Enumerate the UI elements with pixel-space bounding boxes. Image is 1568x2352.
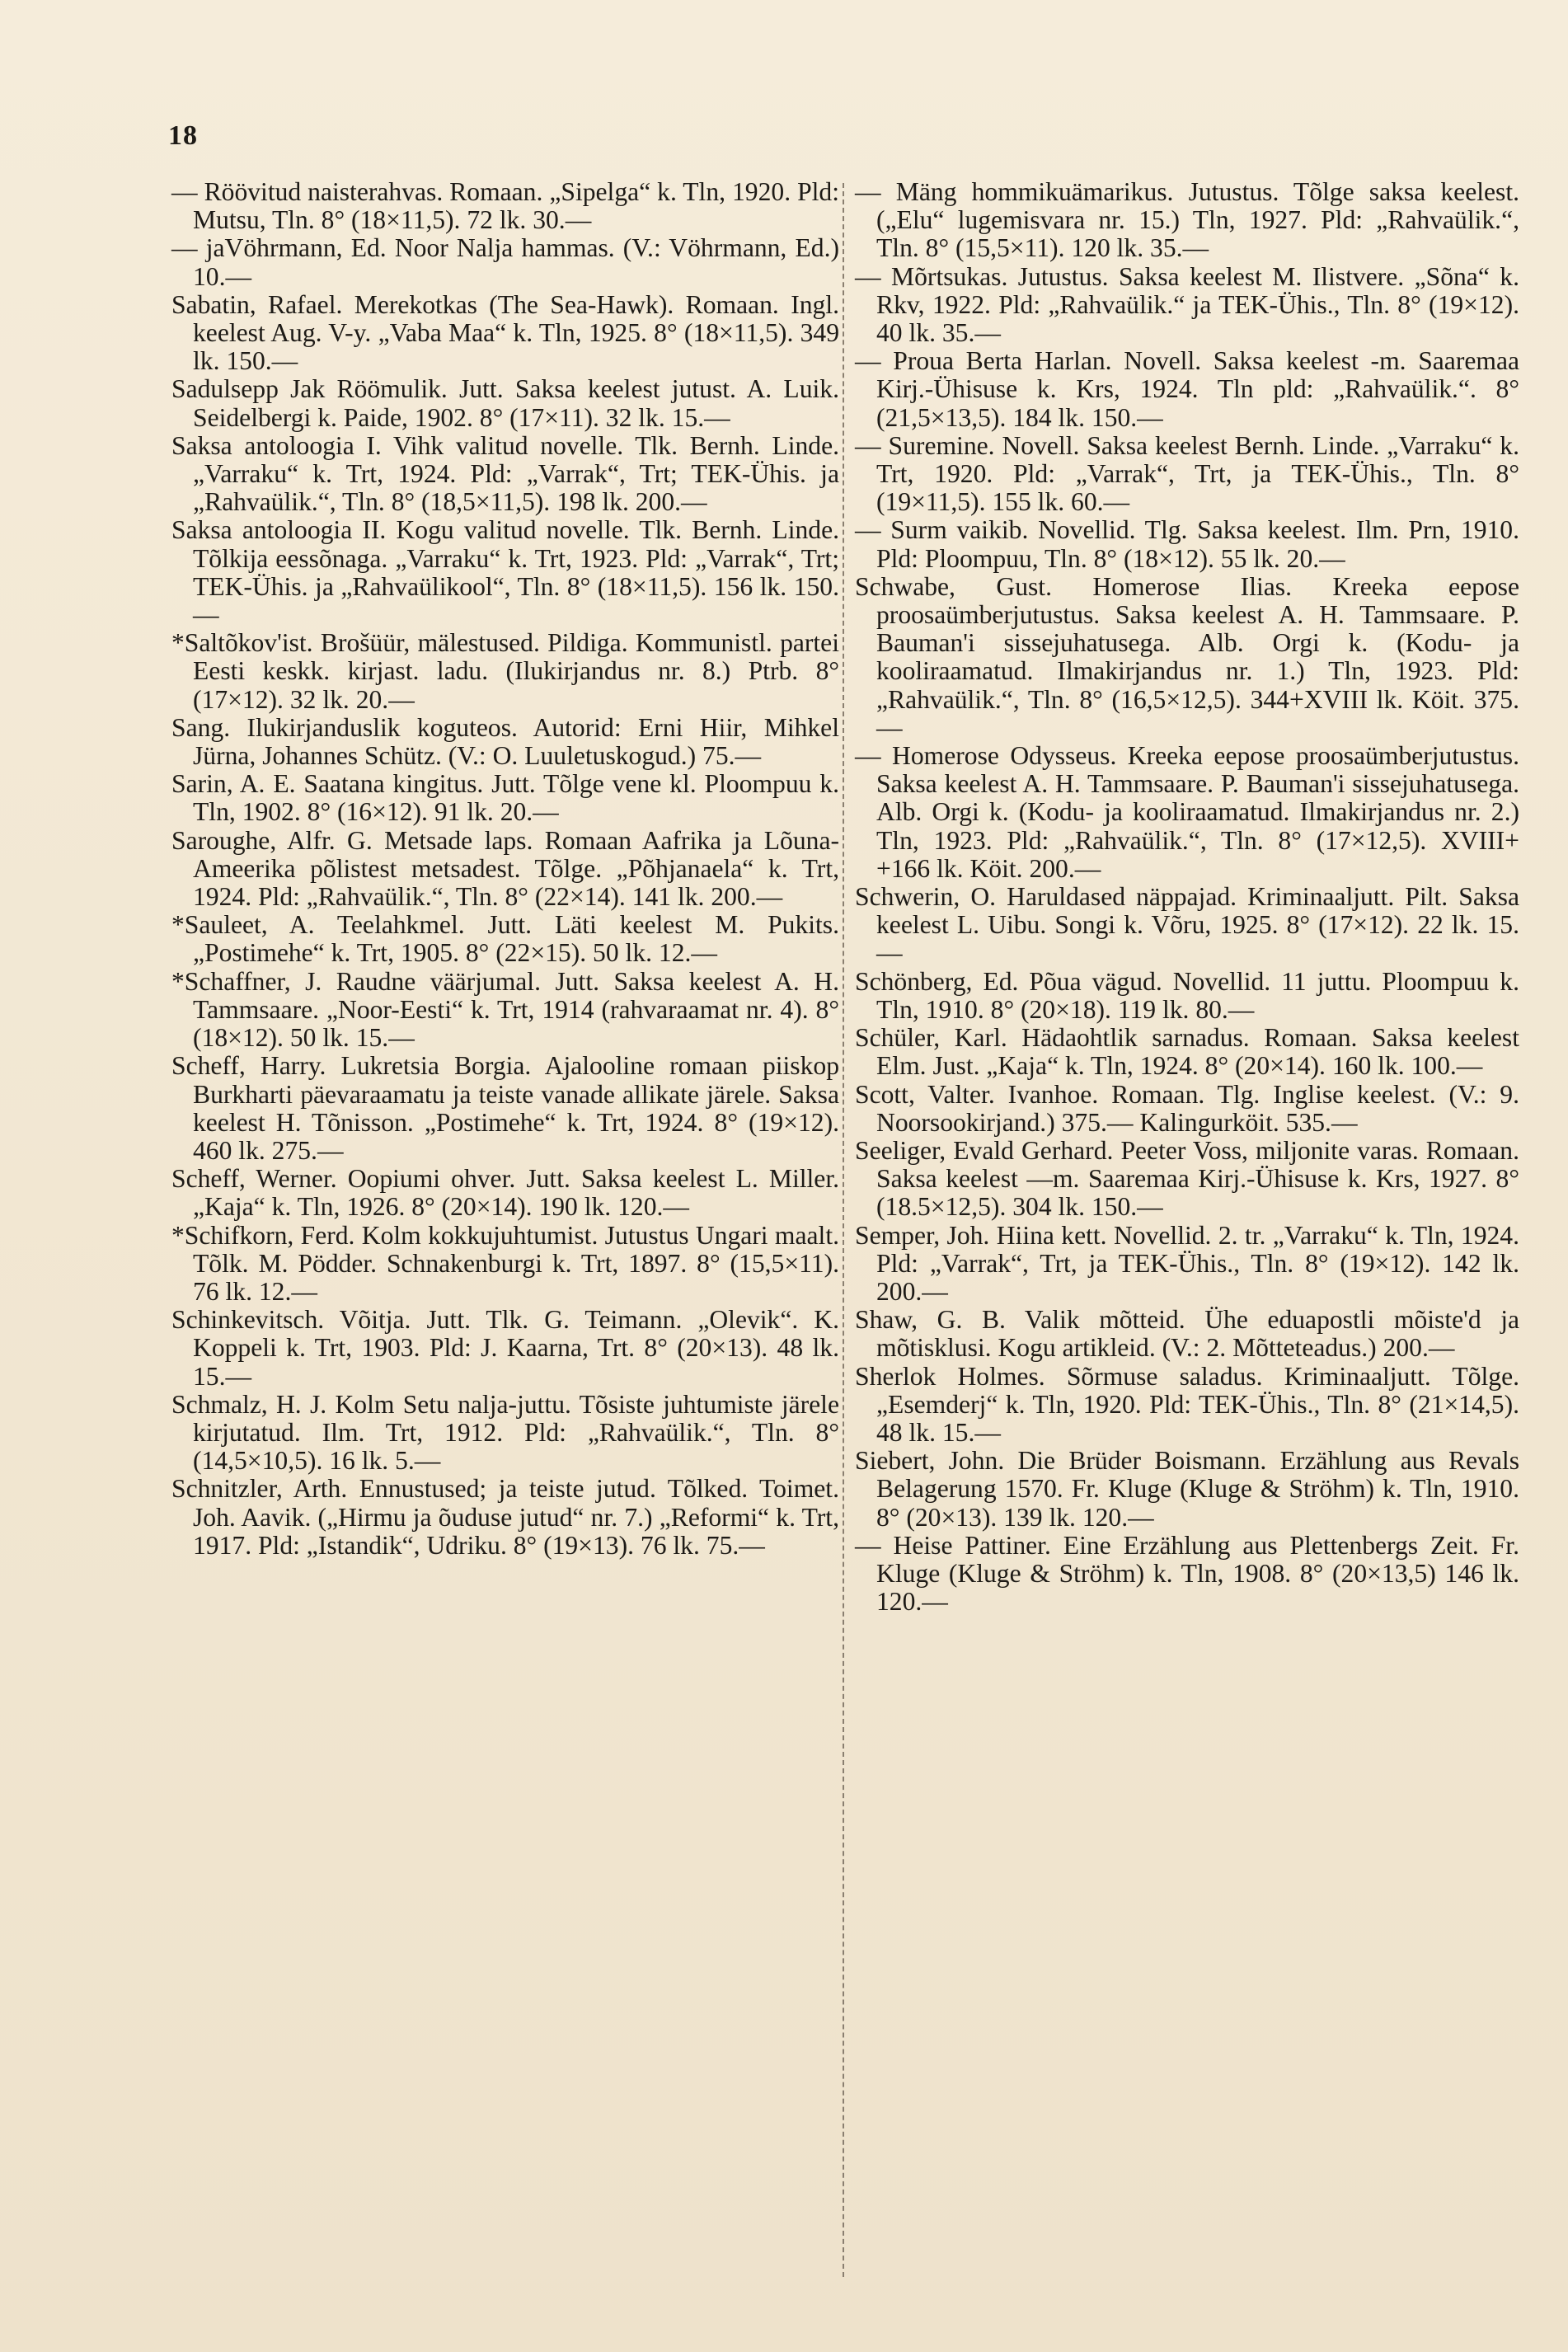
catalog-entry: Schmalz, H. J. Kolm Setu nalja-juttu. Tõsiste juhtumiste järele kirjutatud. Ilm. Trt, 1912. Pld: „Rahvaülik.“, Tln. 8° (14,5×10,5). 16 lk. 5.— — [171, 1389, 839, 1476]
catalog-entry: Siebert, John. Die Brüder Boismann. Erzählung aus Revals Belagerung 1570. Fr. Kluge (Kluge & Ströhm) k. Tln, 1910. 8° (20×13). 139 lk. 120.— — [855, 1446, 1519, 1532]
catalog-entry: — Röövitud naisterahvas. Romaan. „Sipelga“ k. Tln, 1920. Pld: Mutsu, Tln. 8° (18×11,5). 72 lk. 30.— — [171, 177, 839, 235]
catalog-entry: Sadulsepp Jak Röömulik. Jutt. Saksa keelest jutust. A. Luik. Seidelbergi k. Paide, 1902. 8° (17×11). 32 lk. 15.— — [171, 374, 839, 432]
catalog-entry: — Mõrtsukas. Jutustus. Saksa keelest M. Ilistvere. „Sõna“ k. Rkv, 1922. Pld: „Rahvaülik.“ ja TEK-Ühis., Tln. 8° (19×12). 40 lk. 35.— — [855, 261, 1519, 348]
catalog-entry: — Heise Pattiner. Eine Erzählung aus Plettenbergs Zeit. Fr. Kluge (Kluge & Ströhm) k. Tln, 1908. 8° (20×13,5) 146 lk. 120.— — [855, 1530, 1519, 1617]
catalog-entry: — Mäng hommikuämarikus. Jutustus. Tõlge saksa keelest. („Elu“ lugemisvara nr. 15.) Tln, 1927. Pld: „Rahvaülik.“, Tln. 8° (15,5×11). 120 lk. 35.— — [855, 177, 1519, 263]
catalog-entry: Schönberg, Ed. Põua vägud. Novellid. 11 juttu. Ploompuu k. Tln, 1910. 8° (20×18). 119 lk. 80.— — [855, 966, 1519, 1024]
catalog-entry: Schwabe, Gust. Homerose Ilias. Kreeka eepose proosaümberjutustus. Saksa keelest A. H. Tammsaare. P. Bauman'i sissejuhatusega. Alb. Orgi k. (Kodu- ja kooliraamatud. Ilmakirjandus nr. 1.) Tln, 1923. Pld: „Rahvaülik.“, Tln. 8° (16,5×12,5). 344+XVIII lk. Köit. 375.— — [855, 571, 1519, 742]
catalog-entry: Scott, Valter. Ivanhoe. Romaan. Tlg. Inglise keelest. (V.: 9. Noorsookirjand.) 375.— Kalingurköit. 535.— — [855, 1079, 1519, 1137]
catalog-entry: Sherlok Holmes. Sõrmuse saladus. Kriminaaljutt. Tõlge. „Esemderj“ k. Tln, 1920. Pld: TEK-Ühis., Tln. 8° (21×14,5). 48 lk. 15.— — [855, 1361, 1519, 1447]
right-column — [855, 178, 1519, 1616]
column-divider — [843, 183, 844, 2277]
catalog-entry: *Saltõkov'ist. Brošüür, mälestused. Pildiga. Kommunistl. partei Eesti keskk. kirjast. ladu. (Ilukirjandus nr. 8.) Ptrb. 8° (17×12). 32 lk. 20.— — [171, 628, 839, 714]
catalog-entry: Sang. Ilukirjanduslik koguteos. Autorid: Erni Hiir, Mihkel Jürna, Johannes Schütz. (V.: O. Luuletuskogud.) 75.— — [171, 712, 839, 771]
catalog-entry: Scheff, Harry. Lukretsia Borgia. Ajalooline romaan piiskop Burkharti päevaraamatu ja teiste vanade allikate järele. Saksa keelest H. Tõnisson. „Postimehe“ k. Trt, 1924. 8° (19×12). 460 lk. 275.— — [171, 1051, 839, 1165]
catalog-entry: Semper, Joh. Hiina kett. Novellid. 2. tr. „Varraku“ k. Tln, 1924. Pld: „Varrak“, Trt, ja TEK-Ühis., Tln. 8° (19×12). 142 lk. 200.— — [855, 1220, 1519, 1306]
catalog-entry: Schnitzler, Arth. Ennustused; ja teiste jutud. Tõlked. Toimet. Joh. Aavik. („Hirmu ja õuduse jutud“ nr. 7.) „Reformi“ k. Trt, 1917. Pld: „Istandik“, Udriku. 8° (19×13). 76 lk. 75.— — [171, 1474, 839, 1560]
catalog-entry: Scheff, Werner. Oopiumi ohver. Jutt. Saksa keelest L. Miller. „Kaja“ k. Tln, 1926. 8° (20×14). 190 lk. 120.— — [171, 1164, 839, 1222]
page-number: 18 — [168, 120, 198, 151]
catalog-entry: — Homerose Odysseus. Kreeka eepose proosaümberjutustus. Saksa keelest A. H. Tammsaare. P. Bauman'i sissejuhatusega. Alb. Orgi k. (Kodu- ja kooliraamatud. Ilmakirjandus nr. 2.) Tln, 1923. Pld: „Rahvaülik.“, Tln. 8° (17×12,5). XVIII+ +166 lk. Köit. 200.— — [855, 741, 1519, 883]
catalog-entry: — Proua Berta Harlan. Novell. Saksa keelest -m. Saaremaa Kirj.-Ühisuse k. Krs, 1924. Tln pld: „Rahvaülik.“. 8° (21,5×13,5). 184 lk. 150.— — [855, 346, 1519, 432]
left-column — [171, 178, 839, 1560]
catalog-entry: Sarin, A. E. Saatana kingitus. Jutt. Tõlge vene kl. Ploompuu k. Tln, 1902. 8° (16×12). 91 lk. 20.— — [171, 769, 839, 827]
catalog-entry: *Sauleet, A. Teelahkmel. Jutt. Läti keelest M. Pukits. „Postimehe“ k. Trt, 1905. 8° (22×15). 50 lk. 12.— — [171, 910, 839, 968]
catalog-entry: Saksa antoloogia I. Vihk valitud novelle. Tlk. Bernh. Linde. „Varraku“ k. Trt, 1924. Pld: „Varrak“, Trt; TEK-Ühis. ja „Rahvaülik.“, Tln. 8° (18,5×11,5). 198 lk. 200.— — [171, 430, 839, 517]
catalog-entry: — Suremine. Novell. Saksa keelest Bernh. Linde. „Varraku“ k. Trt, 1920. Pld: „Varrak“, Trt, ja TEK-Ühis., Tln. 8° (19×11,5). 155 lk. 60.— — [855, 430, 1519, 517]
catalog-entry: — jaVöhrmann, Ed. Noor Nalja hammas. (V.: Vöhrmann, Ed.) 10.— — [171, 233, 839, 291]
catalog-entry: Schinkevitsch. Võitja. Jutt. Tlk. G. Teimann. „Olevik“. K. Koppeli k. Trt, 1903. Pld: J. Kaarna, Trt. 8° (20×13). 48 lk. 15.— — [171, 1305, 839, 1391]
catalog-entry: Shaw, G. B. Valik mõtteid. Ühe eduapostli mõiste'd ja mõtisklusi. Kogu artikleid. (V.: 2. Mõtteteadus.) 200.— — [855, 1305, 1519, 1363]
catalog-entry: Sabatin, Rafael. Merekotkas (The Sea-Hawk). Romaan. Ingl. keelest Aug. V-y. „Vaba Maa“ k. Tln, 1925. 8° (18×11,5). 349 lk. 150.— — [171, 289, 839, 376]
catalog-entry: *Schaffner, J. Raudne väärjumal. Jutt. Saksa keelest A. H. Tammsaare. „Noor-Eesti“ k. Trt, 1914 (rahvaraamat nr. 4). 8° (18×12). 50 lk. 15.— — [171, 966, 839, 1053]
catalog-entry: *Schifkorn, Ferd. Kolm kokkujuhtumist. Jutustus Ungari maalt. Tõlk. M. Pödder. Schnakenburgi k. Trt, 1897. 8° (15,5×11). 76 lk. 12.— — [171, 1220, 839, 1306]
catalog-entry: Seeliger, Evald Gerhard. Peeter Voss, miljonite varas. Romaan. Saksa keelest —m. Saaremaa Kirj.-Ühisuse k. Krs, 1927. 8° (18.5×12,5). 304 lk. 150.— — [855, 1135, 1519, 1222]
catalog-entry: Saksa antoloogia II. Kogu valitud novelle. Tlk. Bernh. Linde. Tõlkija eessõnaga. „Varraku“ k. Trt, 1923. Pld: „Varrak“, Trt; TEK-Ühis. ja „Rahvaülikool“, Tln. 8° (18×11,5). 156 lk. 150.— — [171, 515, 839, 630]
catalog-entry: — Surm vaikib. Novellid. Tlg. Saksa keelest. Ilm. Prn, 1910. Pld: Ploompuu, Tln. 8° (18×12). 55 lk. 20.— — [855, 515, 1519, 573]
catalog-entry: Schüler, Karl. Hädaohtlik sarnadus. Romaan. Saksa keelest Elm. Just. „Kaja“ k. Tln, 1924. 8° (20×14). 160 lk. 100.— — [855, 1023, 1519, 1081]
catalog-entry: Schwerin, O. Haruldased näppajad. Kriminaaljutt. Pilt. Saksa keelest L. Uibu. Songi k. Võru, 1925. 8° (17×12). 22 lk. 15.— — [855, 882, 1519, 968]
catalog-entry: Saroughe, Alfr. G. Metsade laps. Romaan Aafrika ja Lõuna-Ameerika põlistest metsadest. Tõlge. „Põhjanaela“ k. Trt, 1924. Pld: „Rahvaülik.“, Tln. 8° (22×14). 141 lk. 200.— — [171, 825, 839, 912]
